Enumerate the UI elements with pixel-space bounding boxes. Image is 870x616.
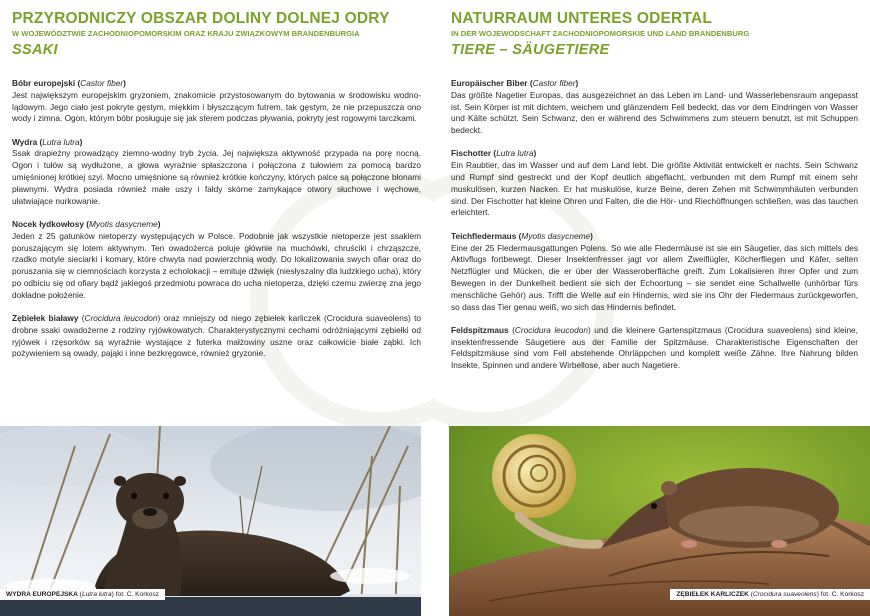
entry-name: Bóbr europejski <box>12 78 76 88</box>
caption-latin: Lutra lutra <box>81 591 112 598</box>
entry-heading: Europäischer Biber (Castor fiber) <box>451 78 579 88</box>
entry-latin: Lutra lutra <box>496 148 534 159</box>
otter-caption: WYDRA EUROPEJSKA (Lutra lutra) fot. C. Korkosz <box>0 589 165 600</box>
shrew-illustration <box>449 426 870 616</box>
entry-latin: Castor fiber <box>532 78 576 88</box>
caption-latin: Crocidura suaveolens <box>752 591 817 598</box>
entry-name: Wydra <box>12 136 38 147</box>
entry-heading: Fischotter (Lutra lutra) <box>451 148 537 159</box>
entry-heading <box>12 313 78 323</box>
entry-name: Zębiełek białawy <box>12 313 79 324</box>
entry-latin: Myotis dasycneme <box>521 230 591 241</box>
entry-latin: Castor fiber <box>80 78 124 88</box>
left-body <box>12 78 421 372</box>
entry-name: Teichfledermaus <box>451 230 517 241</box>
right-header <box>451 10 860 59</box>
entry-heading <box>451 325 509 335</box>
left-section-title: SSAKI <box>12 42 58 58</box>
shrew-photo <box>449 426 870 616</box>
entry-beaver-pl <box>12 78 421 125</box>
left-header <box>12 10 425 59</box>
entry-text: Ein Raubtier, das im Wasser und auf dem Land lebt. Die größte Aktivität entwickelt er nachts. Sein Schwanz und Rumpf sind gestreckt und der Kopf deutlich abgeflacht, verbunden mit dem Rumpf mit einem sehr muskulösen, kurzen Nacken. Er hat muskulöse, kurze Beine, deren Zehen mit Schwimmhäuten verbunden sind. Der Fischotter hat kleine Ohren und Falten, die die Hör- und Riechöffnungen schließen, was das tauchen erleichtert. <box>451 160 858 218</box>
entry-bat-de <box>451 231 858 314</box>
entry-latin: Myotis dasycneme <box>89 218 158 229</box>
entry-name: Fischotter <box>451 148 492 159</box>
entry-heading: Nocek łydkowłosy (Myotis dasycneme) <box>12 218 161 229</box>
entry-otter-pl <box>12 137 421 208</box>
otter-photo <box>0 426 421 616</box>
entry-shrew-pl: Zębiełek białawy (Crocidura leucodon) oraz mniejszy od niego zębiełek karliczek (Crocidura suaveolens) to drobne ssaki owadożerne z rodziny ryjówkowatych. Charakterystycznymi cechami odróżniającymi zębiełki od ryjówek i rzęsorków są wyraźnie wystające z futerka małżowiny uszne oraz całkowicie białe ząbki. Ich pożywieniem są owady, pająki i inne bezkręgowce, również gryzonie. <box>12 313 421 359</box>
entry-text: Ssak drapieżny prowadzący ziemno-wodny tryb życia. Jej największa aktywność przypada na porę nocną. Ogon i tułów są wydłużone, a głowa wyraźnie spłaszczona i połączona z tułowiem za pomocą bardzo umięśnionej krótkiej szyi. Mocno umięśnione są również krótkie kończyny, których palce są połączone błonami pławnymi. Wydra posiada również małe uszy i fałdy skórne zamykające otwory słuchowe i węchowe, ułatwiające nurkowanie. <box>12 148 421 206</box>
right-subtitle: IN DER WOJEWODSCHAFT ZACHODNIOPOMORSKIE UND LAND BRANDENBURG <box>451 29 750 38</box>
right-section-title: TIERE – SÄUGETIERE <box>451 42 610 58</box>
entry-name: Nocek łydkowłosy <box>12 218 84 229</box>
entry-bat-pl <box>12 219 421 302</box>
entry-text: Jeden z 25 gatunków nietoperzy występujących w Polsce. Podobnie jak wszystkie nietoperze jest ssakiem poruszającym się lotem aktywnym. Ten owadożerca poluje głównie na muchówki, chruściki i chrząszcze, rzadko motyle sieciarki i komary, które chwyta nad powierzchnią wody. Do lokalizowania swych ofiar oraz do poruszania się w ciemnościach korzysta z echolokacji – emituje dźwięk (niesłyszalny dla ludzkiego ucha), który po odbiciu się od ofiary bądź jakiegoś przedmiotu powraca do ucha nietoperza, dzięki czemu zwierzę zna jego dokładne położenie. <box>12 230 421 300</box>
entry-name: Feldspitzmaus <box>451 324 509 335</box>
left-title: PRZYRODNICZY OBSZAR DOLINY DOLNEJ ODRY <box>12 10 390 27</box>
right-page <box>435 0 870 616</box>
left-subtitle: W WOJEWÓDZTWIE ZACHODNIOPOMORSKIM ORAZ KRAJU ZWIĄZKOWYM BRANDENBURGIA <box>12 29 360 38</box>
entry-otter-de <box>451 148 858 219</box>
right-title: NATURRAUM UNTERES ODERTAL <box>451 10 713 27</box>
caption-credit: fot. C. Korkosz <box>820 591 864 598</box>
otter-illustration <box>0 426 421 616</box>
entry-text: Das größte Nagetier Europas, das ausgezeichnet an das Leben im Land- und Wasserlebensraum angepasst ist. Sein Körper ist mit dichtem, weichem und glänzendem Fell bedeckt, das vor dem Eindringen von Wasser und Kälte schützt. Sein Schwanz, den er während des Schwimmens zum steuern benutzt, ist mit Schuppen bedeckt. <box>451 89 858 136</box>
entry-heading: Wydra (Lutra lutra) <box>12 136 83 147</box>
entry-latin: Crocidura leucodon <box>84 313 158 324</box>
right-body <box>451 78 858 384</box>
entry-text: Eine der 25 Fledermausgattungen Polens. So wie alle Fledermäuse ist sie ein Säugetier, das sich mittels des Aktivflugs fortbewegt. Dieser Insektenfresser jagt vor allem Zweiflügler, Köcherfliegen und Käfer, selten Netzflügler und Mücken, die er über der Wasseroberfläche greift. Zum Lokalisieren ihrer Opfer und zum Bewegen in der Dunkelheit bedient sie sich der Echoortung – sie sendet eine Schallwelle (unhörbar fürs menschliche Gehör) aus. Trifft die Welle auf ein Hindernis, wird sie ins Ohr der Fledermaus zurückgeworfen, so dass das Tier genau weiß, wo sich das Hindernis befindet. <box>451 242 858 312</box>
entry-text: Jest największym europejskim gryzoniem, znakomicie przystosowanym do bytowania w środowisku wodno-lądowym. Jego ciało jest pokryte gęstym, miękkim i błyszczącym futrem, tak gęstym, że nie przepuszcza ono wody i zimna. Ogon, którym bóbr posługuje się jak sterem podczas pływania, pokryty jest rogowymi tarczkami. <box>12 89 421 124</box>
entry-latin: Lutra lutra <box>42 136 80 147</box>
entry-heading: Teichfledermaus (Myotis dasycneme) <box>451 230 593 241</box>
caption-name: ZĘBIEŁEK KARLICZEK <box>676 591 749 598</box>
entry-heading: Bóbr europejski (Castor fiber) <box>12 78 126 88</box>
entry-name: Europäischer Biber <box>451 78 528 88</box>
shrew-caption: ZĘBIEŁEK KARLICZEK (Crocidura suaveolens) fot. C. Korkosz <box>670 589 870 600</box>
caption-name: WYDRA EUROPEJSKA <box>6 591 78 598</box>
entry-text: und die kleinere Gartenspitzmaus (Crocidura suaveolens) sind kleine, insektenfressende Säugetiere aus der Familie der Spitzmäuse. Charakteristische Eigenschaften der Feldspitzmäuse sind vom Fell abstehende Ohrläppchen und komplett weiße Zähne. Ihre Nahrung bilden Insekte, Spinnen und andere Wirbellose, aber auch Nagetiere. <box>451 324 858 371</box>
caption-credit: fot. C. Korkosz <box>115 591 159 598</box>
entry-text: oraz mniejszy od niego zębiełek karliczek (Crocidura suaveolens) to drobne ssaki owadożerne z rodziny ryjówkowatych. Charakterystycznymi cechami odróżniającymi zębiełki od ryjówek i rzęsorków są wyraźnie wystające z futerka małżowiny uszne oraz całkowicie białe ząbki. Ich pożywieniem są owady, pająki i inne bezkręgowce, również gryzonie. <box>12 313 421 359</box>
entry-beaver-de <box>451 78 858 137</box>
entry-shrew-de: Feldspitzmaus (Crocidura leucodon) und die kleinere Gartenspitzmaus (Crocidura suaveolens) sind kleine, insektenfressende Säugetiere aus der Familie der Spitzmäuse. Charakteristische Eigenschaften der Feldspitzmäuse sind vom Fell abstehende Ohrläppchen und komplett weiße Zähne. Ihre Nahrung bilden Insekte, Spinnen und andere Wirbellose, aber auch Nagetiere. <box>451 324 858 371</box>
entry-latin: Crocidura leucodon <box>514 324 589 335</box>
